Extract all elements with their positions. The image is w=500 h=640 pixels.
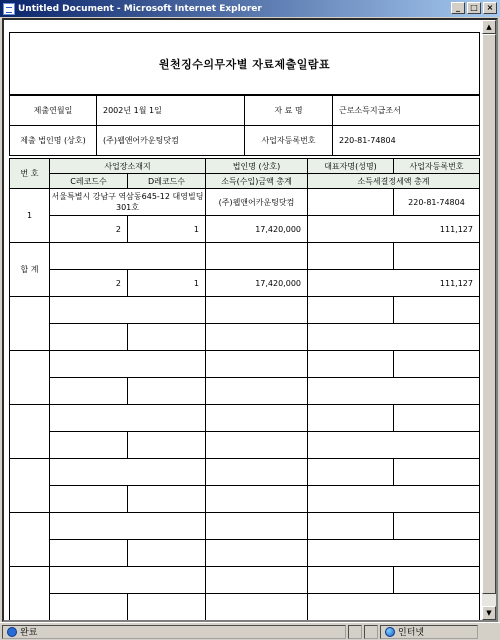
biz-no-label: 사업자등록번호 [245, 126, 333, 156]
empty-cell [128, 324, 206, 351]
empty-cell [394, 567, 480, 594]
total-location [50, 243, 206, 270]
empty-row [10, 540, 480, 567]
header-representative: 대표자명(성명) [308, 159, 394, 174]
data-name-label: 자 료 명 [245, 96, 333, 126]
empty-cell [50, 351, 206, 378]
empty-row [10, 459, 480, 486]
status-empty-cell [364, 625, 378, 639]
empty-row [10, 378, 480, 405]
header-income-total: 소득(수입)금액 총계 [206, 174, 308, 189]
empty-cell [10, 351, 50, 405]
empty-cell [308, 540, 480, 567]
security-zone [380, 625, 478, 639]
status-empty-cell [348, 625, 362, 639]
total-tax-total: 111,127 [308, 270, 480, 297]
empty-cell [128, 432, 206, 459]
total-representative [308, 243, 394, 270]
empty-cell [308, 459, 394, 486]
total-c-count: 2 [50, 270, 128, 297]
browser-content-frame [2, 18, 498, 622]
empty-cell [206, 432, 308, 459]
row-corp-name: (주)웹앤어카운팅닷컴 [206, 189, 308, 216]
empty-cell [50, 297, 206, 324]
empty-cell [50, 405, 206, 432]
empty-cell [10, 405, 50, 459]
empty-row [10, 324, 480, 351]
empty-cell [50, 378, 128, 405]
empty-row [10, 594, 480, 621]
empty-cell [308, 324, 480, 351]
row-no: 1 [10, 189, 50, 243]
total-biz-no [394, 243, 480, 270]
empty-cell [394, 405, 480, 432]
empty-cell [206, 405, 308, 432]
row-income-total: 17,420,000 [206, 216, 308, 243]
empty-cell [50, 594, 128, 621]
empty-row [10, 513, 480, 540]
empty-cell [206, 459, 308, 486]
empty-row [10, 432, 480, 459]
submit-date-label: 제출연월일 [10, 96, 97, 126]
total-row [10, 243, 480, 270]
empty-cell [50, 324, 128, 351]
data-name-value: 근로소득지급조서 [333, 96, 480, 126]
empty-row [10, 297, 480, 324]
empty-cell [394, 297, 480, 324]
total-label: 합 계 [10, 243, 50, 297]
ie-page-icon [7, 627, 17, 637]
empty-cell [206, 513, 308, 540]
page-viewport [4, 20, 482, 620]
info-table [9, 95, 480, 156]
empty-cell [394, 351, 480, 378]
empty-cell [50, 513, 206, 540]
maximize-button[interactable]: □ [467, 2, 481, 14]
table-row [10, 216, 480, 243]
empty-cell [10, 297, 50, 351]
vertical-scrollbar[interactable] [482, 20, 496, 620]
header-d-count: D레코드수 [128, 174, 206, 189]
empty-cell [308, 378, 480, 405]
row-representative [308, 189, 394, 216]
report-document [9, 32, 480, 620]
empty-cell [50, 567, 206, 594]
empty-cell [206, 486, 308, 513]
scroll-down-arrow-icon[interactable]: ▼ [482, 606, 496, 620]
window-title: Untitled Document - Microsoft Internet Explorer [18, 3, 262, 14]
window-controls [451, 2, 497, 14]
row-location: 서울특별시 강남구 역삼동645-12 대영빌딩 301호 [50, 189, 206, 216]
header-biz-no: 사업자등록번호 [394, 159, 480, 174]
empty-cell [206, 297, 308, 324]
empty-cell [206, 351, 308, 378]
empty-cell [308, 513, 394, 540]
page-title [9, 32, 480, 95]
total-corp-name [206, 243, 308, 270]
empty-row [10, 486, 480, 513]
records-table [9, 158, 480, 620]
empty-row [10, 351, 480, 378]
empty-cell [206, 324, 308, 351]
empty-cell [128, 486, 206, 513]
status-panel [2, 625, 346, 639]
empty-cell [394, 513, 480, 540]
empty-cell [128, 378, 206, 405]
empty-cell [50, 540, 128, 567]
empty-cell [206, 378, 308, 405]
empty-cell [10, 513, 50, 567]
report-title: 원천징수의무자별 자료제출일람표 [158, 57, 331, 71]
header-no: 번 호 [10, 159, 50, 189]
row-tax-total: 111,127 [308, 216, 480, 243]
empty-cell [10, 459, 50, 513]
empty-cell [308, 432, 480, 459]
empty-cell [308, 405, 394, 432]
minimize-button[interactable]: _ [451, 2, 465, 14]
internet-globe-icon [385, 627, 395, 637]
empty-cell [128, 594, 206, 621]
empty-cell [394, 459, 480, 486]
empty-cell [308, 351, 394, 378]
total-row [10, 270, 480, 297]
total-d-count: 1 [128, 270, 206, 297]
submitter-label: 제출 법인명 (상호) [10, 126, 97, 156]
empty-cell [50, 432, 128, 459]
empty-cell [308, 486, 480, 513]
total-income-total: 17,420,000 [206, 270, 308, 297]
empty-cell [206, 540, 308, 567]
header-location: 사업장소재지 [50, 159, 206, 174]
empty-row [10, 405, 480, 432]
biz-no-value: 220-81-74804 [333, 126, 480, 156]
ie-document-icon [3, 3, 15, 15]
empty-cell [206, 594, 308, 621]
row-c-count: 2 [50, 216, 128, 243]
status-text: 완료 [20, 628, 38, 638]
window-titlebar [0, 0, 500, 17]
header-corp-name: 법인명 (상호) [206, 159, 308, 174]
close-button[interactable]: × [483, 2, 497, 14]
submit-date-value: 2002년 1월 1일 [97, 96, 245, 126]
header-tax-total: 소득세결정세액 총계 [308, 174, 480, 189]
row-d-count: 1 [128, 216, 206, 243]
empty-cell [308, 594, 480, 621]
empty-row [10, 567, 480, 594]
empty-cell [50, 486, 128, 513]
zone-text: 인터넷 [398, 628, 425, 638]
empty-cell [128, 540, 206, 567]
empty-cell [308, 567, 394, 594]
empty-cell [50, 459, 206, 486]
empty-cell [206, 567, 308, 594]
scroll-up-arrow-icon[interactable]: ▲ [482, 20, 496, 34]
scroll-thumb[interactable] [482, 34, 496, 594]
empty-cell [10, 567, 50, 621]
status-bar [0, 622, 500, 640]
empty-cell [308, 297, 394, 324]
header-c-count: C레코드수 [50, 174, 128, 189]
submitter-value: (주)웹앤어카운팅닷컴 [97, 126, 245, 156]
table-row [10, 189, 480, 216]
row-biz-no: 220-81-74804 [394, 189, 480, 216]
